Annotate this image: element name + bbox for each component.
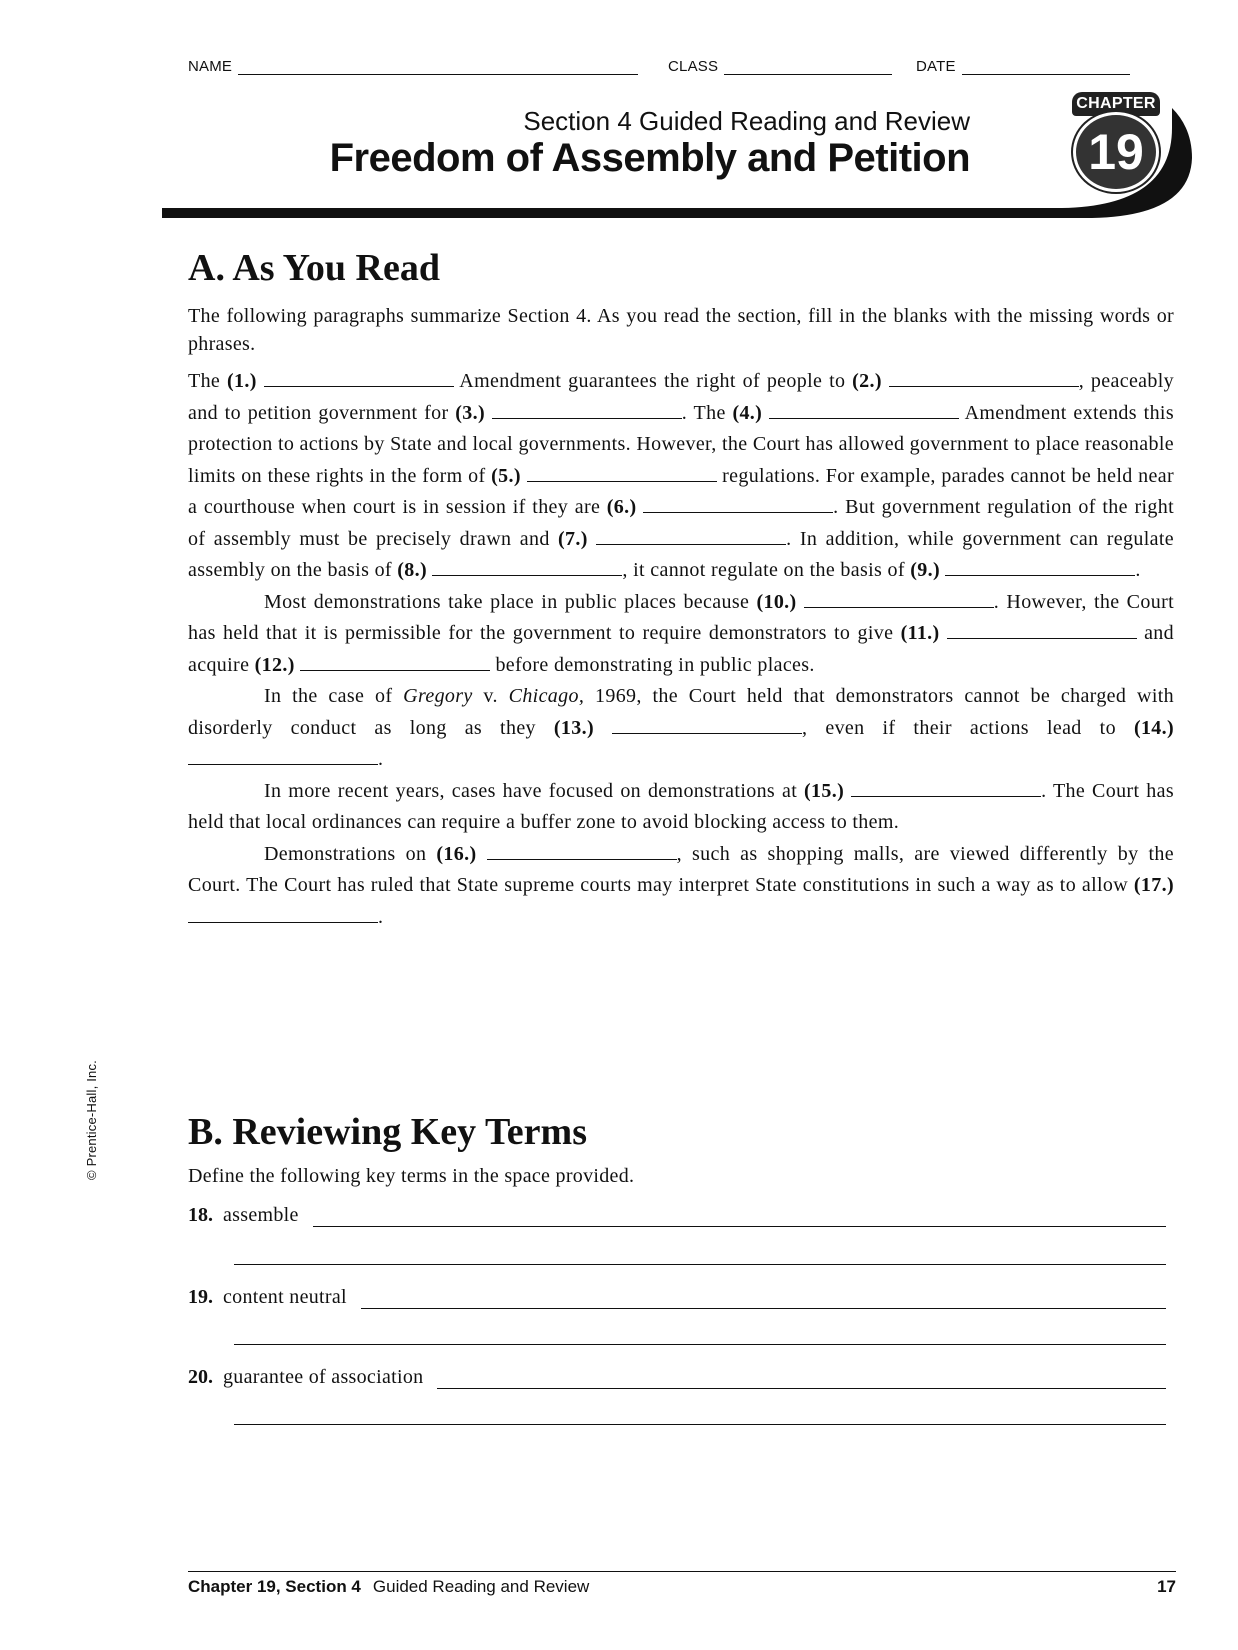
- blank-5[interactable]: [527, 463, 717, 482]
- term-text: assemble: [223, 1204, 299, 1226]
- footer-document-type: Guided Reading and Review: [372, 1577, 590, 1596]
- term-row-20: [188, 1366, 1166, 1389]
- blank-17[interactable]: [188, 904, 378, 923]
- section-a-heading: A. As You Read: [188, 247, 440, 289]
- term-number: 18.: [188, 1204, 213, 1226]
- section-b-heading: B. Reviewing Key Terms: [188, 1111, 587, 1153]
- definition-line[interactable]: [437, 1370, 1166, 1389]
- section-b: [188, 1110, 1174, 1190]
- blank-8[interactable]: [432, 557, 622, 576]
- footer-divider: [188, 1571, 1176, 1572]
- paragraph-1: The (1.) Amendment guarantees the right of people to (2.) , peaceably and to petition government for (3.) . The (4.) Amendment extends this protection to actions by State and local governments. However, the Court has allowed government to place reasonable limits on these rights in the form of (5.) regulations. For example, parades cannot be held near a courthouse when court is in session if they are (6.) . But government regulation of the right of assembly must be precisely drawn and (7.) . In addition, while government can regulate assembly on the basis of (8.) , it cannot regulate on the basis of (9.) .: [188, 370, 1175, 581]
- section-a: [188, 246, 1174, 933]
- term-row-18: [188, 1204, 1166, 1227]
- case-name-chicago: Chicago,: [508, 685, 585, 707]
- chapter-number-badge: 19: [1073, 112, 1159, 192]
- paragraph-4: In more recent years, cases have focused on demonstrations at (15.) . The Court has held that local ordinances can require a buffer zone to avoid blocking access to them.: [188, 779, 1174, 833]
- paragraph-3: In the case of Gregory v. Chicago, 1969, the Court held that demonstrators cannot be charged with disorderly conduct as long as they (13.) , even if their actions lead to (14.) .: [188, 685, 1175, 770]
- paragraph-5: Demonstrations on (16.) , such as shopping malls, are viewed differently by the Court. The Court has ruled that State supreme courts may interpret State constitutions in such a way as to allow (17.) .: [188, 842, 1174, 928]
- section-a-instructions: The following paragraphs summarize Section 4. As you read the section, fill in the blanks with the missing words or phrases.: [188, 305, 1174, 355]
- case-name-gregory: Gregory: [403, 685, 473, 707]
- definition-line[interactable]: [361, 1290, 1166, 1309]
- blank-6[interactable]: [643, 494, 833, 513]
- name-line[interactable]: [238, 60, 638, 75]
- term-text: guarantee of association: [223, 1366, 424, 1388]
- blank-10[interactable]: [804, 589, 994, 608]
- chapter-label: CHAPTER: [1072, 92, 1160, 116]
- definition-line-continued[interactable]: [234, 1344, 1166, 1345]
- term-text: content neutral: [223, 1286, 347, 1308]
- date-line[interactable]: [962, 60, 1130, 75]
- definition-line-continued[interactable]: [234, 1424, 1166, 1425]
- definition-line[interactable]: [313, 1208, 1166, 1227]
- blank-11[interactable]: [947, 620, 1137, 639]
- section-subtitle: Section 4 Guided Reading and Review: [523, 106, 970, 136]
- section-b-instructions: Define the following key terms in the space provided.: [188, 1165, 635, 1187]
- date-field[interactable]: [916, 58, 1146, 75]
- blank-2[interactable]: [889, 368, 1079, 387]
- student-info-line: [188, 58, 1176, 82]
- class-field[interactable]: [668, 58, 898, 75]
- paragraph-2: Most demonstrations take place in public places because (10.) . However, the Court has held that it is permissible for the government to require demonstrators to give (11.) and acquire (12.) before demonstrating in public places.: [188, 590, 1174, 676]
- blank-12[interactable]: [300, 652, 490, 671]
- date-label: DATE: [916, 58, 956, 75]
- class-line[interactable]: [724, 60, 892, 75]
- footer-chapter-section: Chapter 19, Section 4: [188, 1577, 361, 1596]
- blank-16[interactable]: [487, 841, 677, 860]
- blank-13[interactable]: [612, 715, 802, 734]
- term-row-19: [188, 1286, 1166, 1309]
- class-label: CLASS: [668, 58, 719, 75]
- blank-3[interactable]: [492, 400, 682, 419]
- copyright-notice: © Prentice-Hall, Inc.: [84, 1060, 99, 1180]
- term-number: 19.: [188, 1286, 213, 1308]
- blank-14[interactable]: [188, 746, 378, 765]
- blank-9[interactable]: [945, 557, 1135, 576]
- term-number: 20.: [188, 1366, 213, 1388]
- definition-line-continued[interactable]: [234, 1264, 1166, 1265]
- name-field[interactable]: [188, 58, 638, 75]
- footer-label: [188, 1577, 589, 1597]
- blank-7[interactable]: [596, 526, 786, 545]
- page-number: 17: [1157, 1577, 1176, 1596]
- name-label: NAME: [188, 58, 233, 75]
- blank-15[interactable]: [851, 778, 1041, 797]
- blank-1[interactable]: [264, 368, 454, 387]
- page-title: Freedom of Assembly and Petition: [329, 136, 970, 180]
- blank-4[interactable]: [769, 400, 959, 419]
